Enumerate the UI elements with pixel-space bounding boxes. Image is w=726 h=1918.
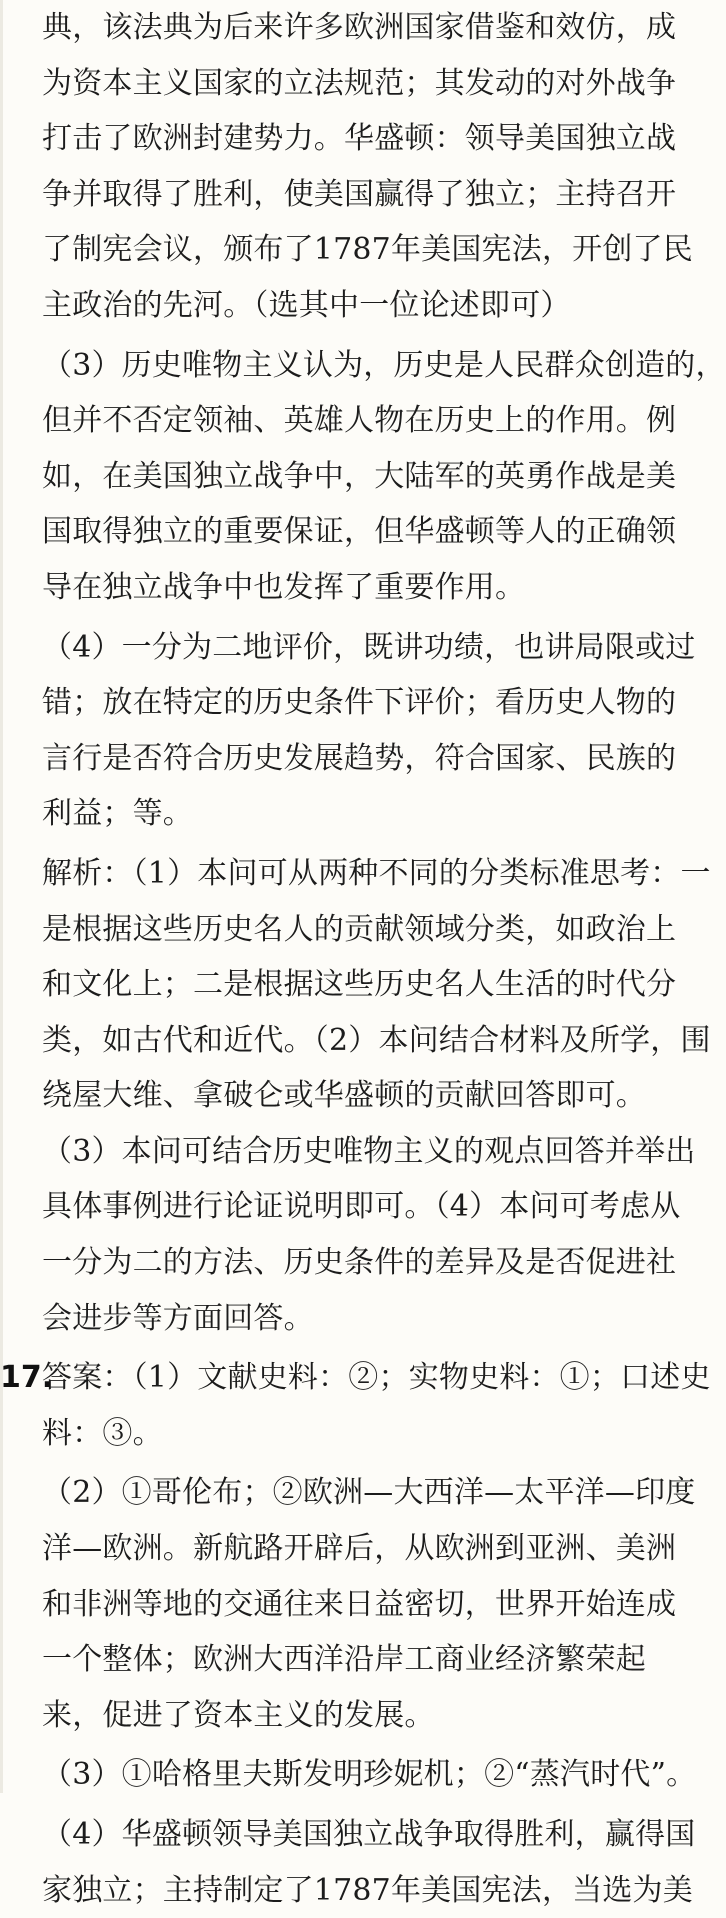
text-line — [42, 1406, 627, 1462]
line-text: （3）历史唯物主义认为，历史是人民群众创造的， — [42, 347, 726, 383]
text-line — [42, 560, 627, 616]
text-line — [0, 1350, 711, 1406]
text-line — [42, 338, 726, 394]
text-line — [42, 504, 677, 560]
text-line — [42, 1179, 681, 1235]
line-text: 错；放在特定的历史条件下评价；看历史人物的 — [42, 685, 677, 721]
text-line — [42, 957, 677, 1013]
line-text: 了制宪会议，颁布了1787年美国宪法，开创了民 — [42, 232, 693, 268]
text-line — [42, 1013, 711, 1069]
line-text: （2）①哥伦布；②欧洲—大西洋—太平洋—印度 — [42, 1475, 696, 1511]
line-text: 类，如古代和近代。（2）本问结合材料及所学，围 — [42, 1022, 711, 1058]
line-text: 家独立；主持制定了1787年美国宪法，当选为美 — [42, 1872, 693, 1908]
text-line — [42, 1124, 696, 1180]
line-text: 一个整体；欧洲大西洋沿岸工商业经济繁荣起 — [42, 1642, 646, 1678]
text-line — [42, 1068, 646, 1124]
text-line — [42, 449, 677, 505]
text-line — [42, 1235, 677, 1291]
text-line — [42, 902, 677, 958]
text-line — [42, 393, 677, 449]
line-text: 和非洲等地的交通往来日益密切，世界开始连成 — [42, 1586, 677, 1622]
line-text: 解析：（1）本问可从两种不同的分类标准思考：一 — [42, 855, 711, 891]
text-line — [42, 1747, 697, 1803]
text-line — [42, 1863, 693, 1918]
line-text: 言行是否符合历史发展趋势，符合国家、民族的 — [42, 740, 677, 776]
line-text: 利益；等。 — [42, 796, 193, 832]
text-line — [42, 278, 627, 334]
scan-edge — [0, 0, 3, 1793]
text-line — [42, 167, 677, 223]
text-line — [42, 111, 677, 167]
line-text: 国取得独立的重要保证，但华盛顿等人的正确领 — [42, 514, 677, 550]
line-text: 争并取得了胜利，使美国赢得了独立；主持召开 — [42, 176, 677, 212]
line-text: 一分为二的方法、历史条件的差异及是否促进社 — [42, 1245, 677, 1281]
line-text: 来，促进了资本主义的发展。 — [42, 1697, 435, 1733]
text-line — [42, 1465, 696, 1521]
line-text: 为资本主义国家的立法规范；其发动的对外战争 — [42, 65, 677, 101]
text-line — [42, 222, 693, 278]
text-line — [42, 1807, 696, 1863]
line-text: （3）本问可结合历史唯物主义的观点回答并举出 — [42, 1133, 696, 1169]
text-line — [42, 1577, 677, 1633]
line-text: （3）①哈格里夫斯发明珍妮机；②“蒸汽时代”。 — [42, 1757, 697, 1793]
line-text: 会进步等方面回答。 — [42, 1300, 314, 1336]
line-text: 但并不否定领袖、英雄人物在历史上的作用。例 — [42, 403, 677, 439]
line-text: 绕屋大维、拿破仑或华盛顿的贡献回答即可。 — [42, 1078, 646, 1114]
line-text: 料：③。 — [42, 1415, 163, 1451]
line-text: 答案：（1）文献史料：②；实物史料：①；口述史 — [42, 1360, 711, 1396]
question-number: 17. — [0, 1360, 54, 1396]
line-text: 和文化上；二是根据这些历史名人生活的时代分 — [42, 967, 677, 1003]
line-text: 洋—欧洲。新航路开辟后，从欧洲到亚洲、美洲 — [42, 1531, 677, 1567]
line-text: 具体事例进行论证说明即可。（4）本问可考虑从 — [42, 1189, 681, 1225]
text-line — [42, 1521, 677, 1577]
line-text: 如，在美国独立战争中，大陆军的英勇作战是美 — [42, 458, 677, 494]
text-line — [42, 1291, 627, 1347]
text-line — [42, 675, 677, 731]
text-line — [42, 620, 696, 676]
line-text: （4）华盛顿领导美国独立战争取得胜利，赢得国 — [42, 1817, 696, 1852]
text-line — [42, 1688, 627, 1744]
line-text: 是根据这些历史名人的贡献领域分类，如政治上 — [42, 911, 677, 947]
line-text: （4）一分为二地评价，既讲功绩，也讲局限或过 — [42, 629, 696, 665]
text-line — [42, 1632, 646, 1688]
text-line — [42, 786, 627, 842]
text-line — [42, 56, 677, 112]
text-line — [42, 731, 677, 787]
line-text: 导在独立战争中也发挥了重要作用。 — [42, 569, 526, 605]
line-text: 主政治的先河。（选其中一位论述即可） — [42, 287, 571, 323]
line-text: 打击了欧洲封建势力。华盛顿：领导美国独立战 — [42, 121, 677, 157]
text-line — [42, 0, 677, 56]
line-text: 典，该法典为后来许多欧洲国家借鉴和效仿，成 — [42, 10, 677, 45]
text-line — [42, 846, 711, 902]
